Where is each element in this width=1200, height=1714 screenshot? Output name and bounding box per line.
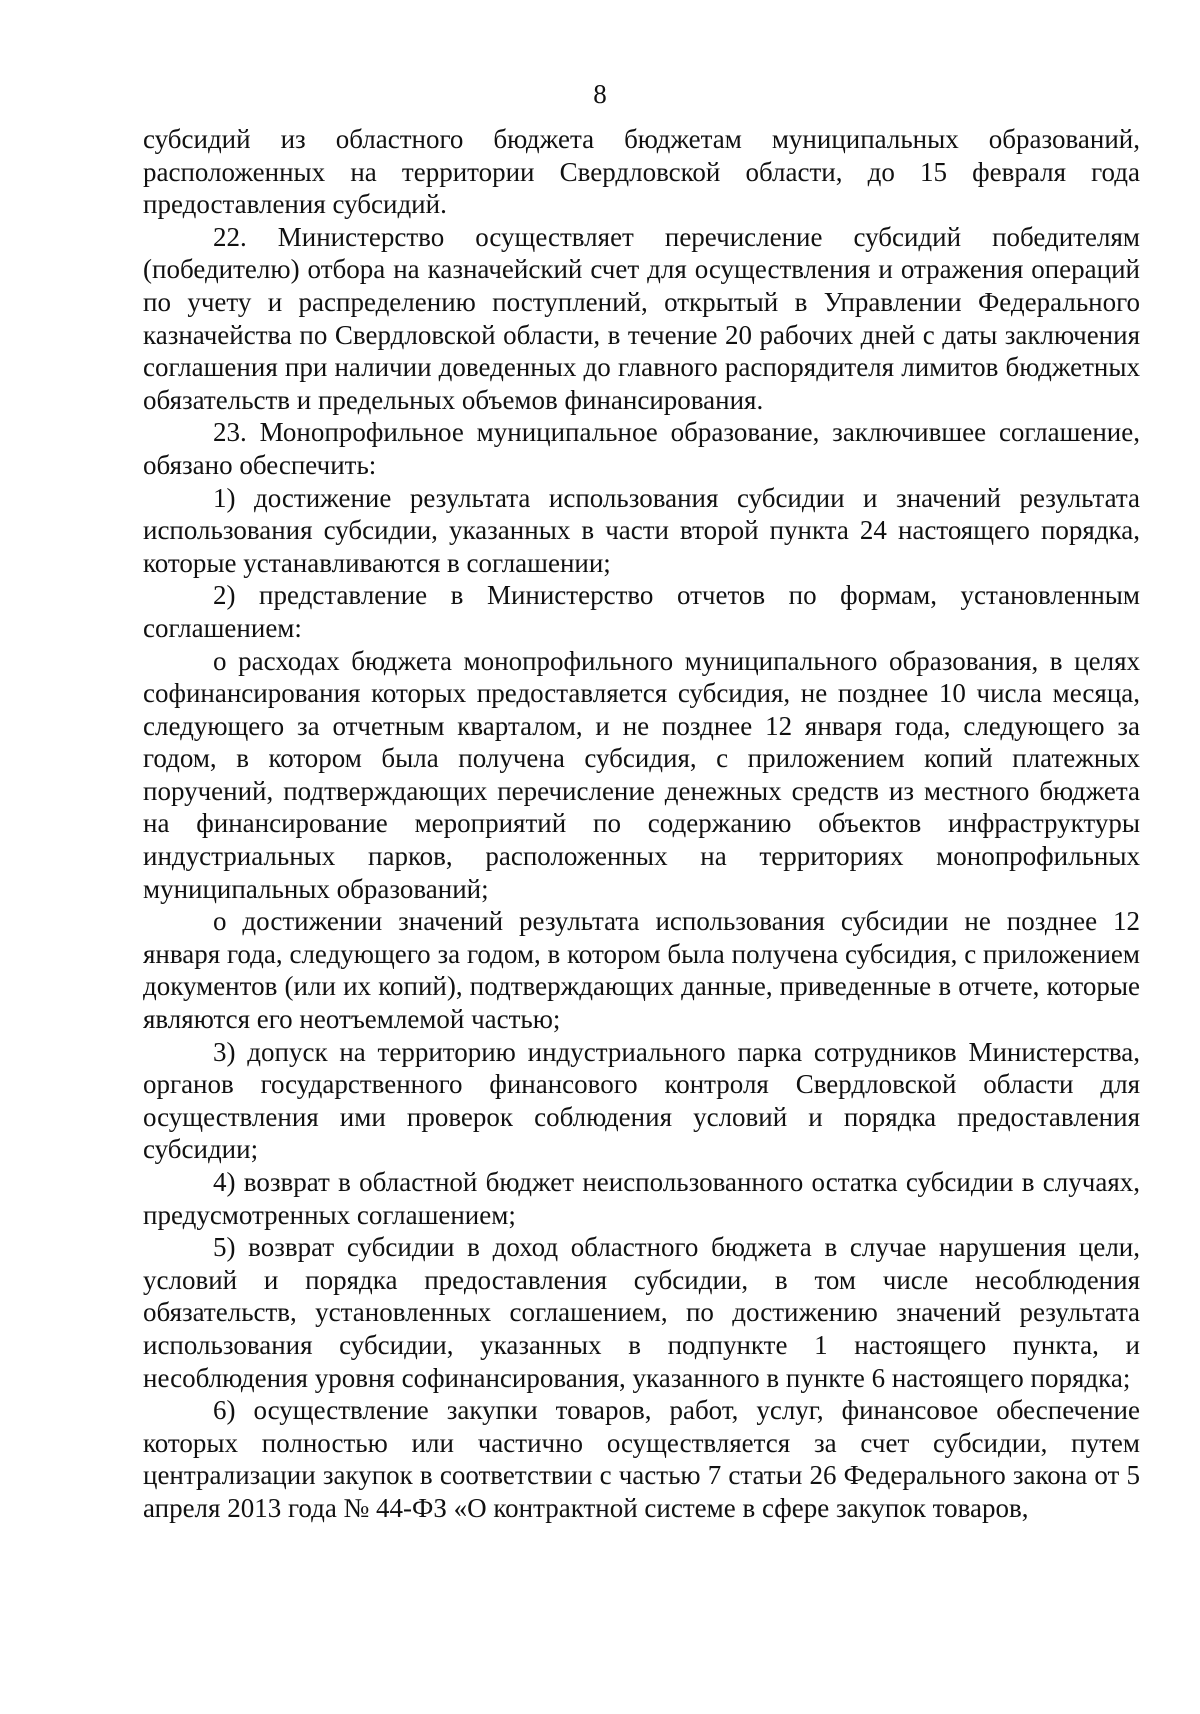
- document-body: [143, 123, 1140, 1525]
- subitem-4: 4) возврат в областной бюджет неиспользованного остатка субсидии в случаях, предусмотренных соглашением;: [143, 1167, 1140, 1230]
- subitem-6: 6) осуществление закупки товаров, работ, услуг, финансовое обеспечение которых полностью или частично осуществляется за счет субсидии, путем централизации закупок в соответствии с частью 7 статьи 26 Федерального закона от 5 апреля 2013 года № 44-ФЗ «О контрактной системе в сфере закупок товаров,: [143, 1395, 1140, 1523]
- report-expenses: о расходах бюджета монопрофильного муниципального образования, в целях софинансирования которых предоставляется субсидия, не позднее 10 числа месяца, следующего за отчетным кварталом, и не позднее 12 января года, следующего за годом, в котором была получена субсидия, с приложением копий платежных поручений, подтверждающих перечисление денежных средств из местного бюджета на финансирование мероприятий по содержанию объектов инфраструктуры индустриальных парков, расположенных на территориях монопрофильных муниципальных образований;: [143, 645, 1140, 904]
- page-number: 8: [593, 79, 607, 109]
- paragraph-23: 23. Монопрофильное муниципальное образование, заключившее соглашение, обязано обеспечить:: [143, 417, 1140, 480]
- subitem-5: 5) возврат субсидии в доход областного бюджета в случае нарушения цели, условий и порядка предоставления субсидии, в том числе несоблюдения обязательств, установленных соглашением, по достижению значений результата использования субсидии, указанных в подпункте 1 настоящего пункта, и несоблюдения уровня софинансирования, указанного в пункте 6 настоящего порядка;: [143, 1232, 1140, 1393]
- report-results: о достижении значений результата использования субсидии не позднее 12 января года, следующего за годом, в котором была получена субсидия, с приложением документов (или их копий), подтверждающих данные, приведенные в отчете, которые являются его неотъемлемой частью;: [143, 906, 1140, 1035]
- subitem-1: 1) достижение результата использования субсидии и значений результата использования субсидии, указанных в части второй пункта 24 настоящего порядка, которые устанавливаются в соглашении;: [143, 482, 1140, 578]
- subitem-2: 2) представление в Министерство отчетов по формам, установленным соглашением:: [143, 580, 1140, 643]
- paragraph-22: 22. Министерство осуществляет перечисление субсидий победителям (победителю) отбора на казначейский счет для осуществления и отражения операций по учету и распределению поступлений, открытый в Управлении Федерального казначейства по Свердловской области, в течение 20 рабочих дней с даты заключения соглашения при наличии доведенных до главного распорядителя лимитов бюджетных обязательств и предельных объемов финансирования.: [143, 221, 1140, 415]
- subitem-3: 3) допуск на территорию индустриального парка сотрудников Министерства, органов государственного финансового контроля Свердловской области для осуществления ими проверок соблюдения условий и порядка предоставления субсидии;: [143, 1036, 1140, 1165]
- paragraph-continuation: субсидий из областного бюджета бюджетам муниципальных образований, расположенных на территории Свердловской области, до 15 февраля года предоставления субсидий.: [143, 124, 1140, 220]
